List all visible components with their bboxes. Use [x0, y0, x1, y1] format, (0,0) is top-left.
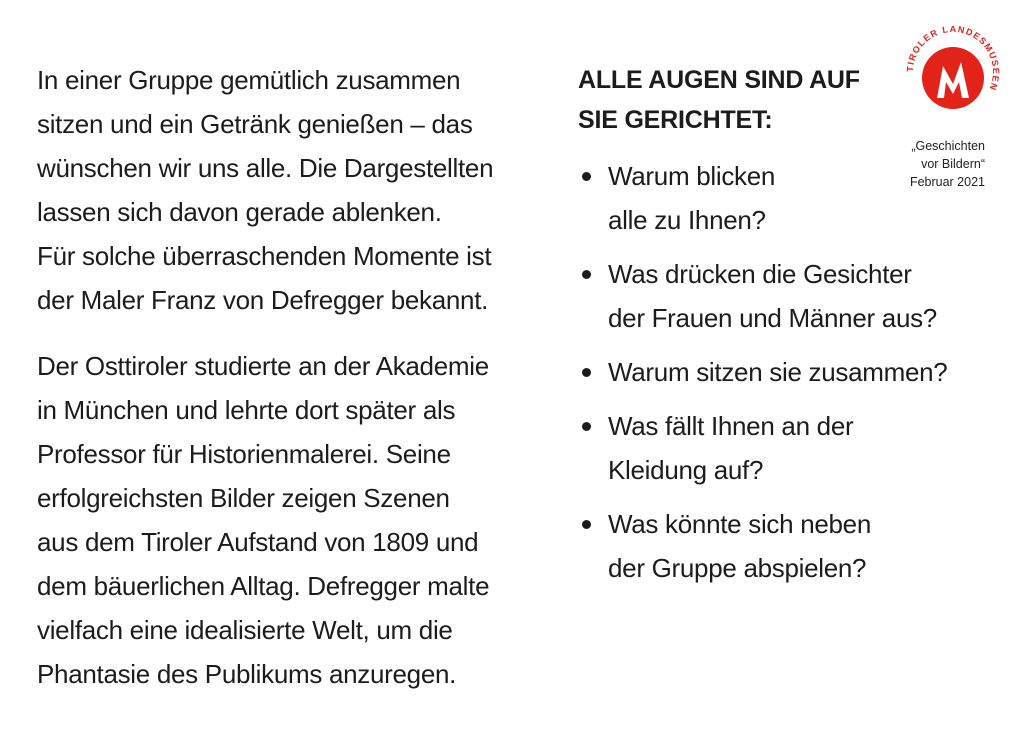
- text-line: lassen sich davon gerade ablenken.: [37, 197, 442, 227]
- intro-paragraph-1: [37, 58, 547, 322]
- text-line: wünschen wir uns alle. Die Dargestellten: [37, 153, 494, 183]
- text-line: Professor für Historienmalerei. Seine: [37, 439, 451, 469]
- question-line: Was könnte sich neben: [608, 509, 872, 539]
- list-item: [578, 252, 1018, 340]
- intro-text: [37, 58, 547, 696]
- text-line: sitzen und ein Getränk genießen – das: [37, 109, 473, 139]
- text-line: Phantasie des Publikums anzuregen.: [37, 659, 457, 689]
- bullet-icon: [582, 422, 591, 431]
- intro-paragraph-2: [37, 344, 547, 696]
- text-line: Der Osttiroler studierte an der Akademie: [37, 351, 489, 381]
- bullet-icon: [582, 520, 591, 529]
- text-line: Für solche überraschenden Momente ist: [37, 241, 492, 271]
- text-line: vielfach eine idealisierte Welt, um die: [37, 615, 453, 645]
- heading-line: ALLE AUGEN SIND AUF: [578, 66, 860, 94]
- logo-disc: [922, 47, 984, 109]
- text-line: der Maler Franz von Defregger bekannt.: [37, 285, 489, 315]
- caption-line: Februar 2021: [909, 175, 985, 189]
- text-line: in München und lehrte dort später als: [37, 395, 456, 425]
- bullet-icon: [582, 368, 591, 377]
- question-line: Warum blicken: [608, 161, 776, 191]
- text-line: dem bäuerlichen Alltag. Defregger malte: [37, 571, 490, 601]
- text-line: erfolgreichsten Bilder zeigen Szenen: [37, 483, 450, 513]
- question-line: Was fällt Ihnen an der: [608, 411, 854, 441]
- logo-mark: [903, 22, 1003, 122]
- text-line: In einer Gruppe gemütlich zusammen: [37, 65, 461, 95]
- caption-line: „Geschichten: [911, 139, 985, 153]
- question-line: der Frauen und Männer aus?: [608, 303, 937, 333]
- question-line: Kleidung auf?: [608, 455, 764, 485]
- questions-list: [578, 154, 1018, 590]
- svg-text:TIROLER LANDESMUSEEN: TIROLER LANDESMUSEEN: [904, 23, 1002, 93]
- text-line: aus dem Tiroler Aufstand von 1809 und: [37, 527, 479, 557]
- heading-line: SIE GERICHTET:: [578, 106, 773, 134]
- bullet-icon: [582, 270, 591, 279]
- bullet-icon: [582, 172, 591, 181]
- list-item: [578, 350, 1018, 394]
- list-item: [578, 502, 1018, 590]
- question-line: der Gruppe abspielen?: [608, 553, 867, 583]
- list-item: [578, 404, 1018, 492]
- question-line: Warum sitzen sie zusammen?: [608, 357, 948, 387]
- tiroler-landesmuseen-logo: [903, 22, 1003, 122]
- event-caption: [880, 137, 985, 191]
- caption-line: vor Bildern“: [921, 157, 985, 171]
- question-line: Was drücken die Gesichter: [608, 259, 912, 289]
- question-line: alle zu Ihnen?: [608, 205, 766, 235]
